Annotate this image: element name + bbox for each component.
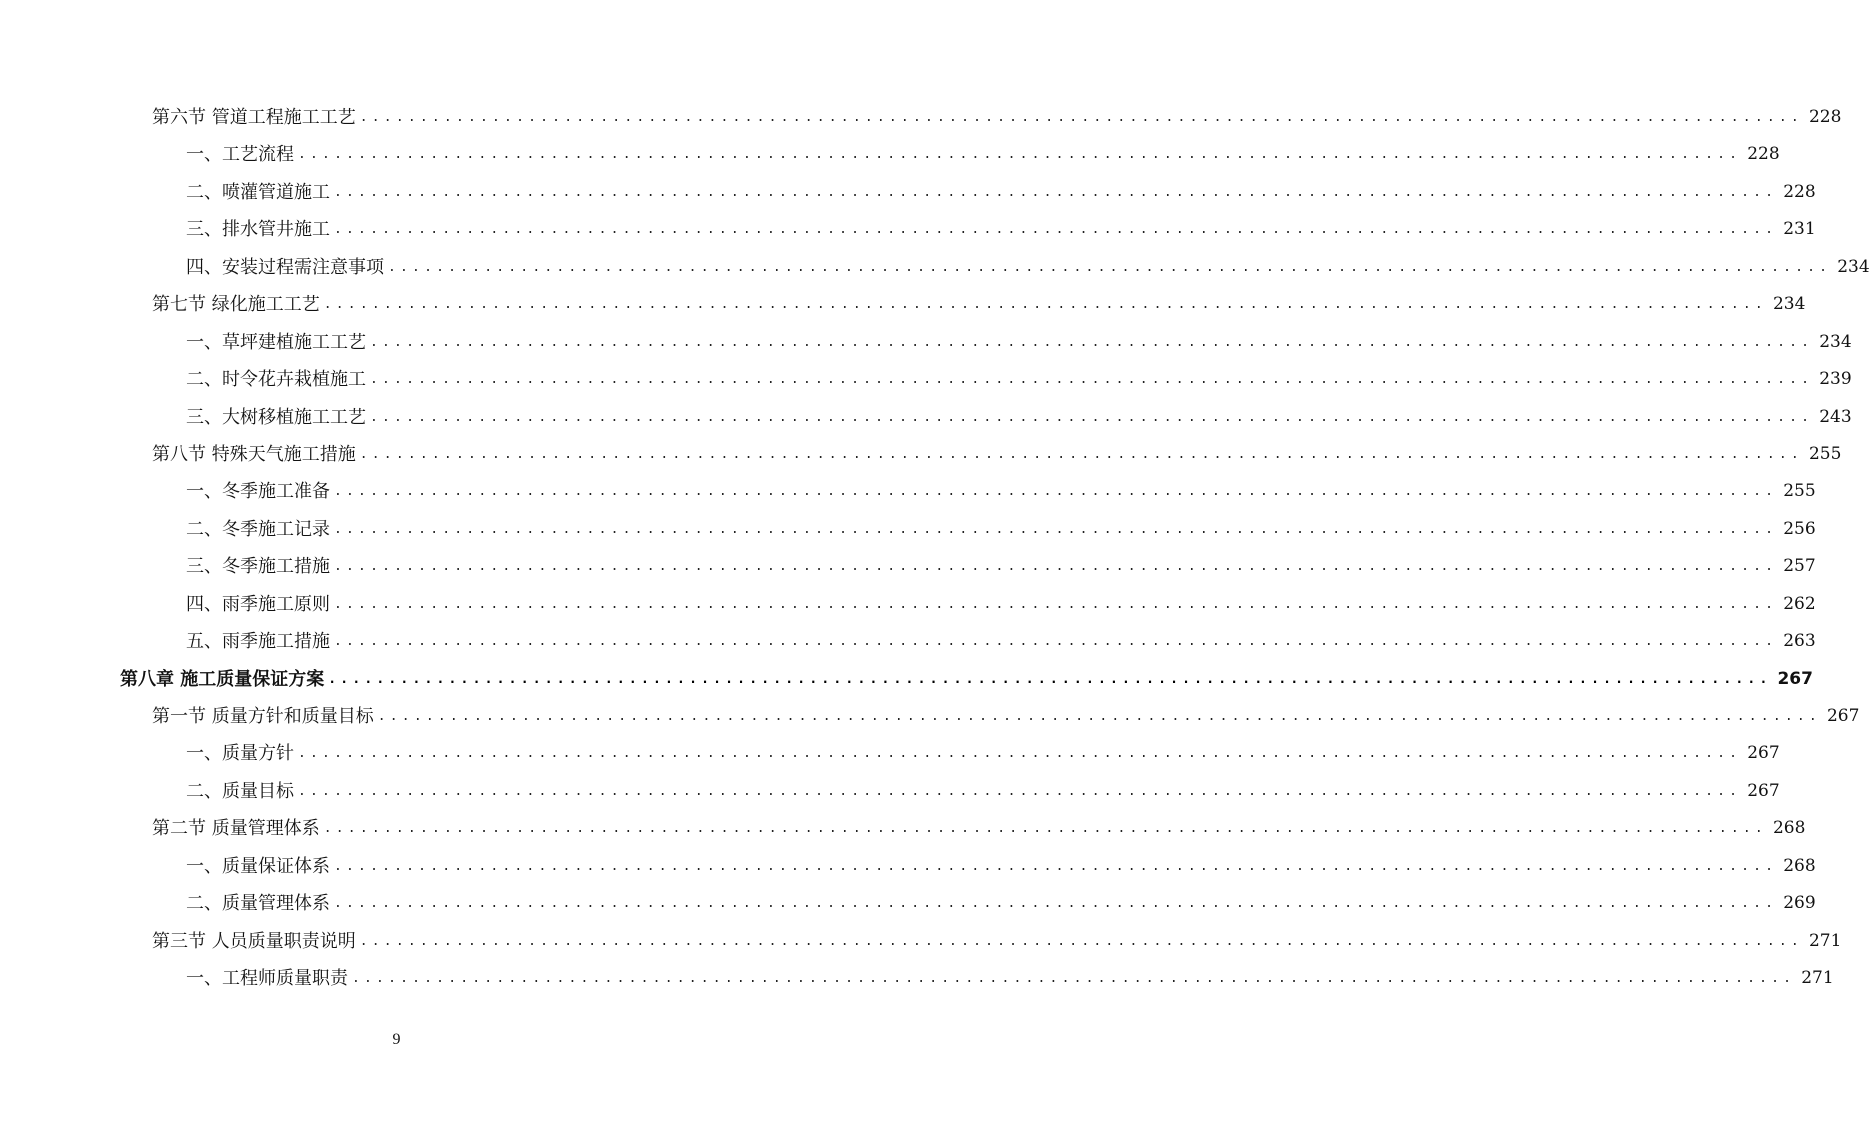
toc-entry-page: 234 (1837, 256, 1870, 277)
toc-entry-item[interactable] (0, 511, 1816, 548)
toc-entry-item[interactable] (0, 548, 1816, 585)
toc-entry-section[interactable] (0, 99, 1842, 136)
dot-leader: ........................................................................................................................ (359, 110, 1803, 125)
dot-leader: ........................................................................................................................ (352, 971, 1796, 987)
toc-entry-title: 一、质量方针 (186, 735, 298, 772)
dot-leader: ........................................................................................................................ (359, 933, 1803, 949)
toc-entry-title: 二、喷灌管道施工 (186, 174, 334, 211)
toc-entry-item[interactable] (0, 586, 1816, 623)
dot-leader: ........................................................................................................................ (334, 521, 1778, 537)
dot-leader: ........................................................................................................................ (334, 634, 1778, 650)
toc-entry-item[interactable] (0, 211, 1816, 248)
toc-entry-item[interactable] (0, 136, 1780, 173)
toc-entry-page: 234 (1772, 294, 1806, 315)
page-number: 9 (392, 1031, 401, 1048)
toc-entry-page: 268 (1772, 818, 1806, 839)
dot-leader: ........................................................................................................................ (370, 372, 1814, 388)
dot-leader: ........................................................................................................................ (334, 896, 1778, 912)
toc-entry-title: 第六节 管道工程施工工艺 (152, 99, 360, 136)
toc-entry-item[interactable] (0, 174, 1816, 211)
toc-entry-title: 第一节 质量方针和质量目标 (152, 698, 378, 735)
dot-leader: ........................................................................................................................ (370, 409, 1814, 425)
dot-leader: ........................................................................................................................ (298, 746, 1742, 762)
toc-entry-title: 三、排水管井施工 (186, 211, 334, 248)
toc-entry-title: 第八节 特殊天气施工措施 (152, 436, 360, 473)
toc-entry-page: 255 (1808, 443, 1842, 464)
toc-entry-chapter[interactable] (0, 661, 1813, 698)
dot-leader: ........................................................................................................................ (323, 821, 1767, 837)
toc-entry-section[interactable] (0, 436, 1842, 473)
toc-entry-section[interactable] (0, 286, 1806, 323)
toc-entry-page: 256 (1783, 518, 1816, 539)
toc-entry-page: 271 (1801, 968, 1834, 989)
dot-leader: ........................................................................................................................ (334, 858, 1778, 874)
toc-entry-item[interactable] (0, 249, 1870, 286)
toc-entry-item[interactable] (0, 848, 1816, 885)
toc-entry-item[interactable] (0, 361, 1852, 398)
toc-entry-title: 二、质量目标 (186, 773, 298, 810)
toc-entry-section[interactable] (0, 923, 1842, 960)
toc-entry-item[interactable] (0, 735, 1780, 772)
toc-entry-page: 243 (1819, 406, 1852, 427)
toc-entry-item[interactable] (0, 960, 1834, 997)
toc-entry-page: 262 (1783, 593, 1816, 614)
toc-entry-item[interactable] (0, 773, 1780, 810)
dot-leader: ........................................................................................................................ (334, 596, 1778, 612)
toc-entry-page: 239 (1819, 369, 1852, 390)
dot-leader: ........................................................................................................................ (323, 297, 1767, 313)
toc-entry-title: 一、工艺流程 (186, 136, 298, 173)
toc-entry-title: 一、工程师质量职责 (186, 960, 352, 997)
dot-leader: ........................................................................................................................ (370, 334, 1814, 350)
toc-entry-page: 228 (1747, 144, 1780, 165)
toc-entry-page: 263 (1783, 631, 1816, 652)
dot-leader: ........................................................................................................................ (334, 484, 1778, 500)
toc-entry-page: 228 (1808, 107, 1842, 127)
toc-entry-section[interactable] (0, 810, 1806, 847)
toc-entry-title: 一、质量保证体系 (186, 848, 334, 885)
dot-leader: ........................................................................................................................ (334, 222, 1778, 238)
toc-entry-page: 269 (1783, 893, 1816, 914)
toc-entry-title: 二、质量管理体系 (186, 885, 334, 922)
toc-entry-page: 267 (1747, 780, 1780, 801)
toc-entry-item[interactable] (0, 623, 1816, 660)
toc-entry-title: 三、冬季施工措施 (186, 548, 334, 585)
toc-entry-page: 267 (1747, 743, 1780, 764)
toc-entry-page: 257 (1783, 556, 1816, 577)
toc-entry-section[interactable] (0, 698, 1860, 735)
toc-entry-page: 234 (1819, 331, 1852, 352)
toc-entry-title: 一、草坪建植施工工艺 (186, 324, 370, 361)
dot-leader: ........................................................................................................................ (334, 184, 1778, 200)
table-of-contents (0, 99, 1870, 998)
toc-entry-title: 四、安装过程需注意事项 (186, 249, 388, 286)
dot-leader: ........................................................................................................................ (298, 783, 1742, 799)
dot-leader: ........................................................................................................................ (328, 671, 1772, 687)
toc-entry-page: 255 (1783, 481, 1816, 502)
toc-entry-item[interactable] (0, 473, 1816, 510)
toc-entry-title: 一、冬季施工准备 (186, 473, 334, 510)
toc-entry-item[interactable] (0, 324, 1852, 361)
toc-entry-title: 三、大树移植施工工艺 (186, 399, 370, 436)
dot-leader: ........................................................................................................................ (298, 147, 1742, 163)
toc-entry-title: 五、雨季施工措施 (186, 623, 334, 660)
toc-entry-item[interactable] (0, 885, 1816, 922)
toc-entry-page: 267 (1826, 706, 1860, 726)
toc-entry-page: 267 (1777, 668, 1813, 689)
toc-entry-page: 268 (1783, 855, 1816, 876)
dot-leader: ........................................................................................................................ (377, 709, 1821, 724)
toc-entry-page: 231 (1783, 219, 1816, 240)
toc-entry-title: 第七节 绿化施工工艺 (152, 286, 324, 323)
toc-entry-title: 四、雨季施工原则 (186, 586, 334, 623)
toc-entry-item[interactable] (0, 399, 1852, 436)
toc-entry-title: 二、冬季施工记录 (186, 511, 334, 548)
dot-leader: ........................................................................................................................ (388, 259, 1832, 275)
toc-entry-page: 271 (1808, 930, 1842, 951)
dot-leader: ........................................................................................................................ (334, 559, 1778, 575)
toc-entry-page: 228 (1783, 181, 1816, 202)
dot-leader: ........................................................................................................................ (359, 446, 1803, 462)
toc-entry-title: 第三节 人员质量职责说明 (152, 923, 360, 960)
toc-entry-title: 第二节 质量管理体系 (152, 810, 324, 847)
toc-entry-title: 第八章 施工质量保证方案 (120, 661, 328, 698)
toc-entry-title: 二、时令花卉栽植施工 (186, 361, 370, 398)
